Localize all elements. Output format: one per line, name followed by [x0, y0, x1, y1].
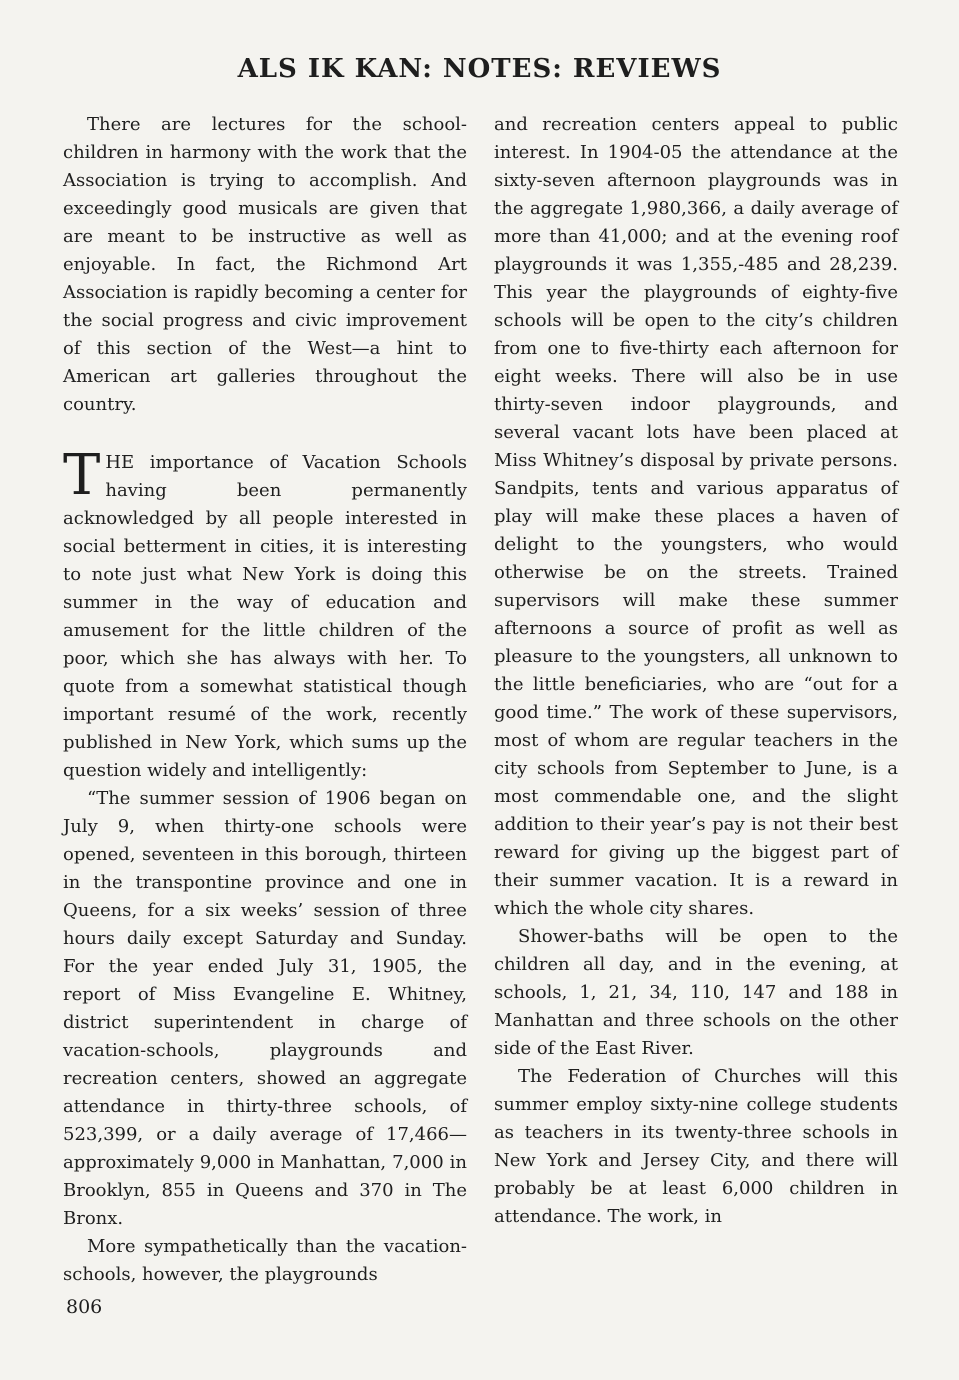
paragraph-richmond-art: There are lectures for the school-children in harmony with the work that the Association is trying to accomplish. And exceedingly good musicals are given that are meant to be instructive as well as enjoyable. In fact, the Richmond Art Association is rapidly becoming a center for the social progress and civic improvement of this section of the West—a hint to American art galleries throughout the country.: [63, 114, 467, 415]
paragraph-vacation-schools-text: HE importance of Vacation Schools having been permanently acknowledged by all people interested in social betterment in cities, it is interesting to note just what New York is doing this summer in the way of education and amusement for the little children of the poor, which she has always with her. To quote from a somewhat statistical though important resumé of the work, recently published in New York, which sums up the question widely and intelligently:: [63, 452, 467, 781]
paragraph-summer-session: “The summer session of 1906 began on July 9, when thirty-one schools were opened, seventeen in this borough, thirteen in the transpontine province and one in Queens, for a six weeks’ session of three hours daily except Saturday and Sunday. For the year ended July 31, 1905, the report of Miss Evangeline E. Whitney, district superintendent in charge of vacation-schools, playgrounds and recreation centers, showed an aggregate attendance in thirty-three schools, of 523,399, or a daily average of 17,466—approximately 9,000 in Manhattan, 7,000 in Brooklyn, 855 in Queens and 370 in The Bronx.: [63, 788, 467, 1229]
paragraph-playgrounds-start: More sympathetically than the vacation-schools, however, the playgrounds: [63, 1236, 467, 1285]
paragraph-playgrounds-continued: and recreation centers appeal to public interest. In 1904-05 the attendance at the sixty-seven afternoon playgrounds was in the aggregate 1,980,366, a daily average of more than 41,000; and at the evening roof playgrounds it was 1,355,-485 and 28,239. This year the playgrounds of eighty-five schools will be open to the city’s children from one to five-thirty each afternoon for eight weeks. There will also be in use thirty-seven indoor playgrounds, and several vacant lots have been placed at Miss Whitney’s disposal by private persons. Sandpits, tents and various apparatus of play will make these places a haven of delight to the youngsters, who would otherwise be on the streets. Trained supervisors will make these summer afternoons a source of profit as well as pleasure to the youngsters, all unknown to the little beneficiaries, who are “out for a good time.” The work of these supervisors, most of whom are regular teachers in the city schools from September to June, is a most commendable one, and the slight addition to their year’s pay is not their best reward for giving up the biggest part of their summer vacation. It is a reward in which the whole city shares.: [494, 114, 898, 919]
paragraph-vacation-schools: [63, 443, 467, 785]
running-title: ALS IK KAN: NOTES: REVIEWS: [237, 54, 722, 84]
drop-cap: T: [63, 443, 101, 508]
page-number: 806: [66, 1296, 103, 1318]
paragraph-federation-churches: The Federation of Churches will this summer employ sixty-nine college students as teachers in its twenty-three schools in New York and Jersey City, and there will probably be at least 6,000 children in attendance. The work, in: [494, 1066, 898, 1227]
right-column: [494, 111, 898, 1231]
paragraph-shower-baths: Shower-baths will be open to the children all day, and in the evening, at schools, 1, 21, 34, 110, 147 and 188 in Manhattan and three schools on the other side of the East River.: [494, 926, 898, 1059]
left-column: [63, 111, 467, 1289]
